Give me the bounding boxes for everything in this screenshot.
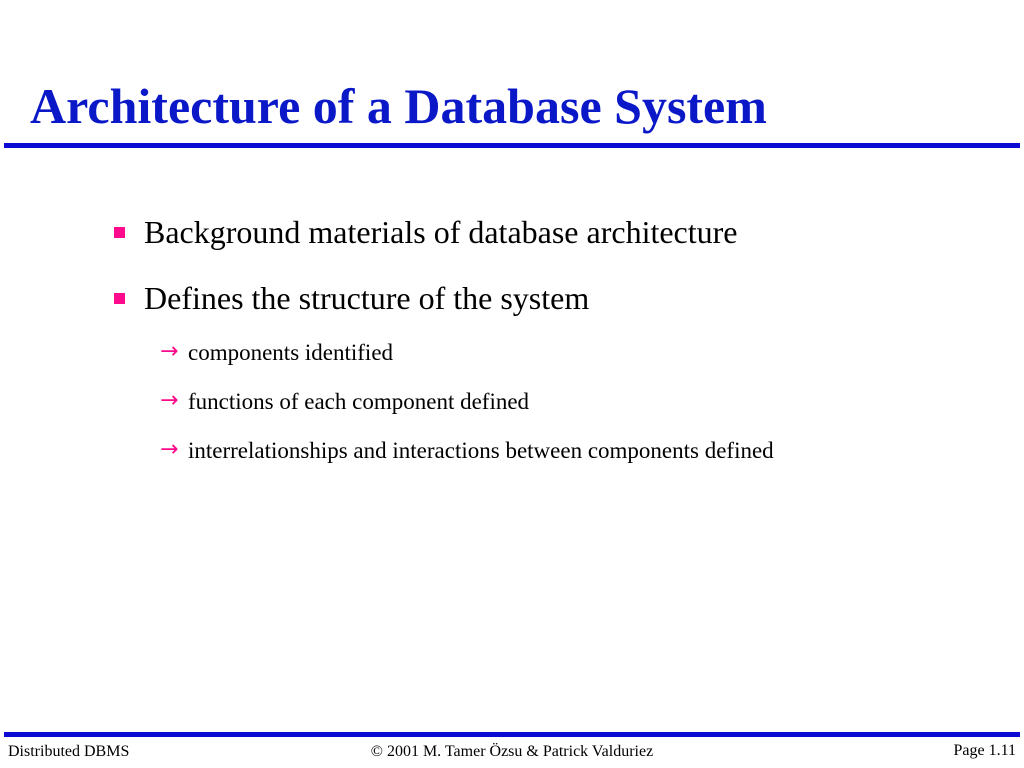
arrow-right-icon: →: [160, 339, 179, 364]
slide-title: Architecture of a Database System: [30, 78, 767, 134]
footer-divider: [4, 732, 1020, 737]
bullet-text: Defines the structure of the system: [144, 280, 590, 316]
sub-bullet-text: interrelationships and interactions between components defined: [188, 438, 774, 463]
footer-course-name: Distributed DBMS: [8, 743, 130, 760]
square-bullet-icon: [114, 293, 125, 304]
sub-bullet-text: components identified: [188, 340, 394, 365]
sub-bullet-text: functions of each component defined: [188, 389, 530, 414]
arrow-right-icon: →: [160, 388, 179, 413]
arrow-right-icon: →: [160, 437, 179, 462]
footer-page-number: Page 1.11: [953, 742, 1016, 759]
footer-copyright: © 2001 M. Tamer Özsu & Patrick Valduriez: [370, 743, 654, 760]
sub-bullet-item: [160, 436, 880, 466]
bullet-text: Background materials of database architecture: [144, 214, 738, 250]
sub-bullet-item: [160, 338, 880, 368]
sub-bullet-item: [160, 387, 880, 417]
square-bullet-icon: [114, 227, 125, 238]
